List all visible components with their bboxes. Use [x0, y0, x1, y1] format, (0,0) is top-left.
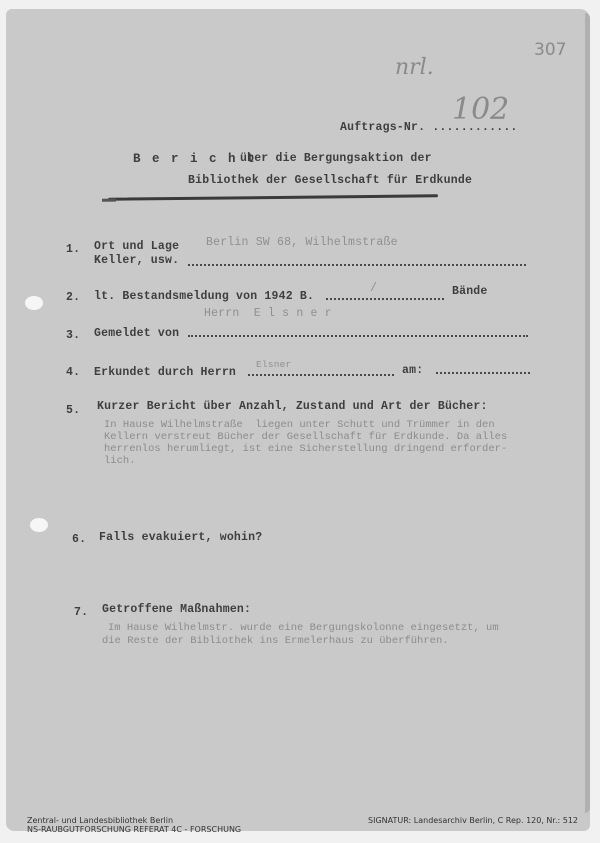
footer-left-line-2: NS-RAUBGUTFORSCHUNG REFERAT 4C - FORSCHUNG [27, 825, 242, 834]
item-5-text-line-4: lich. [104, 455, 136, 467]
item-7-label: Getroffene Maßnahmen: [102, 603, 252, 616]
item-5-text-line-2: Kellern verstreut Bücher der Gesellschaft für Erdkunde. Da alles [104, 431, 508, 443]
report-title-spaced: B e r i c h t [133, 152, 257, 166]
item-1-label-2: Keller, usw. [94, 254, 180, 267]
punch-hole-top [25, 296, 43, 310]
item-2-label: lt. Bestandsmeldung von 1942 B. [94, 290, 315, 303]
item-1-label: Ort und Lage [94, 240, 180, 253]
report-title-rest: über die Bergungsaktion der [240, 152, 432, 165]
item-3-number: 3. [66, 329, 81, 342]
item-5-label: Kurzer Bericht über Anzahl, Zustand und Art der Bücher: [97, 400, 488, 413]
item-5-number: 5. [66, 404, 81, 417]
item-2-dotted-line [326, 298, 444, 300]
item-3-dotted-line [188, 335, 528, 337]
item-7-text-line-2: die Reste der Bibliothek ins Ermelerhaus zu überführen. [102, 635, 449, 647]
item-4-dotted-line [248, 374, 394, 376]
item-2-number: 2. [66, 291, 81, 304]
item-1-dotted-line [188, 264, 526, 266]
item-6-number: 6. [72, 533, 87, 546]
item-7-number: 7. [74, 606, 89, 619]
item-4-date-dotted-line [436, 372, 530, 374]
item-4-label: Erkundet durch Herrn [94, 366, 237, 379]
item-6-label: Falls evakuiert, wohin? [99, 531, 263, 544]
footer-signature: SIGNATUR: Landesarchiv Berlin, C Rep. 120, Nr.: 512 [368, 816, 579, 825]
item-4-number: 4. [66, 366, 81, 379]
item-4-value: Elsner [256, 359, 292, 370]
item-1-number: 1. [66, 243, 81, 256]
item-1-value: Berlin SW 68, Wilhelmstraße [206, 236, 398, 249]
handwritten-order-number: 102 [452, 92, 510, 127]
item-4-date-label: am: [402, 364, 424, 377]
item-5-text-line-3: herrenlos herumliegt, ist eine Sicherstellung dringend erforder- [104, 443, 508, 455]
item-3-label: Gemeldet von [94, 327, 180, 340]
item-2-value: / [370, 282, 378, 295]
footer-left-line-1: Zentral- und Landesbibliothek Berlin [27, 816, 174, 825]
order-number-label: Auftrags-Nr. ............ [340, 121, 518, 134]
item-3-value: Herrn E l s n e r [204, 307, 332, 320]
punch-hole-bottom [30, 518, 48, 532]
folio-number: 307 [534, 40, 567, 60]
item-2-suffix: Bände [452, 285, 488, 298]
item-5-text-line-1: In Hause Wilhelmstraße liegen unter Schutt und Trümmer in den [104, 419, 495, 431]
handwritten-initials: nrl. [395, 55, 434, 80]
item-7-text-line-1: Im Hause Wilhelmstr. wurde eine Bergungskolonne eingesetzt, um [108, 622, 499, 634]
report-subtitle: Bibliothek der Gesellschaft für Erdkunde [188, 174, 473, 187]
